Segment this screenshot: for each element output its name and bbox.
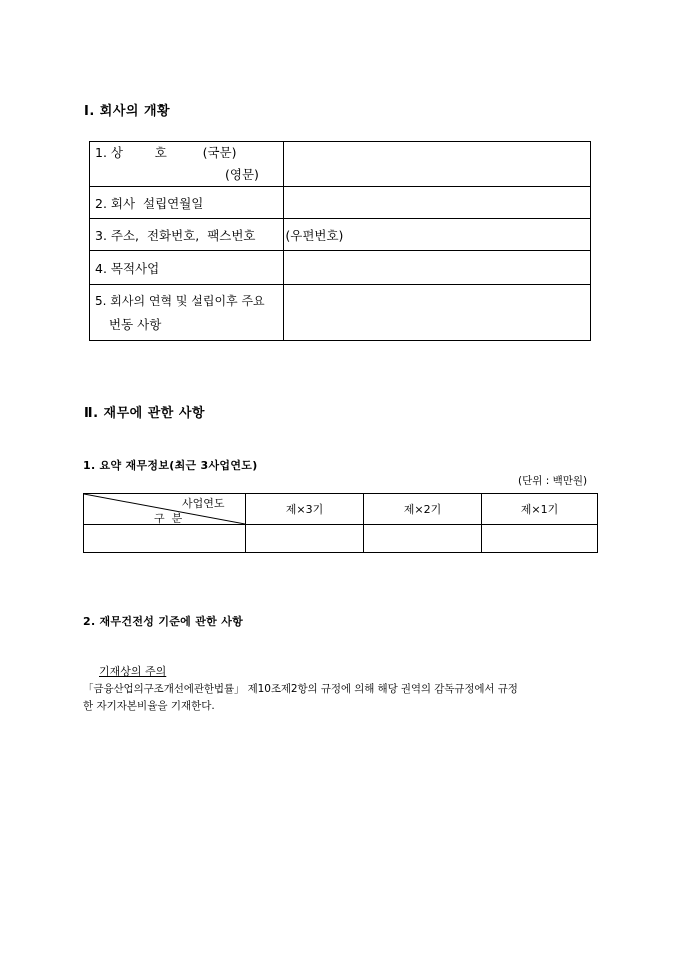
- row5-label-line2: 번동 사항: [109, 316, 162, 332]
- row3-value: (우편번호): [284, 219, 591, 251]
- table-header-row: [84, 494, 598, 525]
- table-cell: [246, 525, 364, 553]
- table-cell: [364, 525, 482, 553]
- table-row: [90, 219, 591, 251]
- table-row: [90, 285, 591, 341]
- table-row: [84, 525, 598, 553]
- unit-label: (단위 : 백만원): [518, 475, 588, 487]
- column-header: 제×2기: [364, 494, 482, 525]
- financial-summary-table: [83, 493, 598, 553]
- table-row: [90, 251, 591, 285]
- table-cell: [482, 525, 598, 553]
- row5-value: [284, 285, 591, 341]
- note-heading: 기재상의 주의: [99, 665, 167, 678]
- section1-title: Ⅰ. 회사의 개황: [84, 104, 171, 119]
- row2-label: 2. 회사 설립연월일: [90, 187, 284, 219]
- company-overview-table: [89, 141, 591, 341]
- row1-value: [284, 142, 591, 187]
- subsection1-title: 1. 요약 재무정보(최근 3사업연도): [83, 459, 258, 472]
- row3-label: 3. 주소, 전화번호, 팩스번호: [90, 219, 284, 251]
- column-header: 제×1기: [482, 494, 598, 525]
- note-line1: 「금융산업의구조개선에관한법률」 제10조제2항의 규정에 의해 해당 권역의 감독규정에서 규정: [83, 683, 518, 695]
- row4-value: [284, 251, 591, 285]
- corner-cell: [84, 494, 246, 525]
- row1-label-line1: 1. 상 호 (국문): [95, 145, 237, 160]
- table-cell: [84, 525, 246, 553]
- row1-label-line2: (영문): [225, 167, 259, 182]
- row5-label-line1: 5. 회사의 연혁 및 설립이후 주요: [95, 293, 265, 308]
- section2-title: Ⅱ. 재무에 관한 사항: [84, 406, 205, 421]
- corner-bottom-label: 구 분: [154, 512, 183, 525]
- table-row: [90, 142, 591, 187]
- row2-value: [284, 187, 591, 219]
- table-row: [90, 187, 591, 219]
- row4-label: 4. 목적사업: [90, 251, 284, 285]
- corner-top-label: 사업연도: [182, 497, 225, 510]
- label-cell: [90, 142, 284, 187]
- column-header: 제×3기: [246, 494, 364, 525]
- subsection2-title: 2. 재무건전성 기준에 관한 사항: [83, 615, 244, 628]
- note-line2: 한 자기자본비율을 기재한다.: [83, 700, 215, 712]
- label-cell: [90, 285, 284, 341]
